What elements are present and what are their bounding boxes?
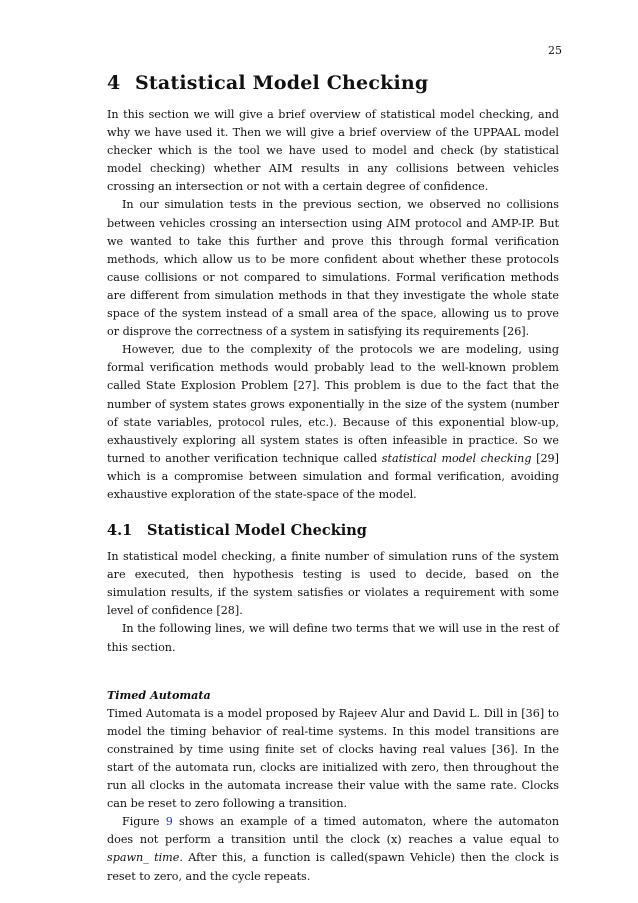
section-paragraph-3-text: However, due to the complexity of the protocols we are modeling, using formal verification methods would probably lead to the well-known problem called State Explosion Problem [27]. This problem is due to the fact that the number of system states grows exponentially in the size of the system (number of state variables, protocol rules, etc.). Because of this exponential blow-up, exhaustively exploring all system states is often infeasible in practice. So we turned to another verification technique called [107, 343, 559, 465]
timed-automata-paragraph-1: Timed Automata is a model proposed by Rajeev Alur and David L. Dill in [36] to model the timing behavior of real-time systems. In this model transitions are constrained by time using finite set of clocks having real values [36]. In the start of the automata run, clocks are initialized with zero, then throughout the run all clocks in the automata increase their value with the same rate. Clocks can be reset to zero following a transition. [107, 706, 559, 811]
section-number: 4 [107, 72, 121, 94]
section-paragraph-3 [107, 341, 559, 504]
emphasis-spawn-time: spawn_ time [107, 851, 180, 865]
subsection-paragraph-1: In statistical model checking, a finite number of simulation runs of the system are executed, then hypothesis testing is used to decide, based on the simulation results, if the system satisfies or violates a requirement with some level of confidence [28]. [107, 550, 559, 618]
timed-automata-p2-start: Figure [122, 815, 166, 829]
section-title: Statistical Model Checking [135, 72, 429, 94]
section-paragraph-2: In our simulation tests in the previous section, we observed no collisions between vehicles crossing an intersection using AIM protocol and AMP-IP. But we wanted to take this further and prove this through formal verification methods, which allow us to be more confident about whether these protocols cause collisions or not compared to simulations. Formal verification methods are different from simulation methods in that they investigate the whole state space of the system instead of a small area of the space, allowing us to prove or disprove the correctness of a system in satisfying its requirements [26]. [107, 198, 559, 339]
page-content [107, 72, 559, 886]
timed-automata-paragraph-2 [107, 813, 559, 885]
timed-automata-p2-end: . After this, a function is called(spawn Vehicle) then the clock is reset to zero, and the cycle repeats. [107, 851, 559, 883]
section-paragraph-3-tail: [29] which is a compromise between simulation and formal verification, avoiding exhaustive exploration of the state-space of the model. [107, 451, 559, 501]
section-heading [107, 72, 559, 94]
emphasis-statistical-model-checking: statistical model checking [381, 451, 532, 465]
page-number: 25 [548, 44, 562, 57]
figure-reference-link[interactable]: 9 [165, 815, 173, 829]
subsection-heading [107, 522, 559, 539]
subsection-title: Statistical Model Checking [147, 522, 367, 540]
timed-automata-p2-mid: shows an example of a timed automaton, where the automaton does not perform a transition until the clock (x) reaches a value equal to [107, 815, 559, 847]
subsection-number: 4.1 [107, 522, 133, 540]
subsection-paragraph-2: In the following lines, we will define two terms that we will use in the rest of this section. [107, 622, 559, 654]
section-paragraph-1: In this section we will give a brief overview of statistical model checking, and why we have used it. Then we will give a brief overview of the UPPAAL model checker which is the tool we have used to model and check (by statistical model checking) whether AIM results in any collisions between vehicles crossing an intersection or not with a certain degree of confidence. [107, 108, 559, 194]
timed-automata-heading: Timed Automata [107, 688, 211, 702]
